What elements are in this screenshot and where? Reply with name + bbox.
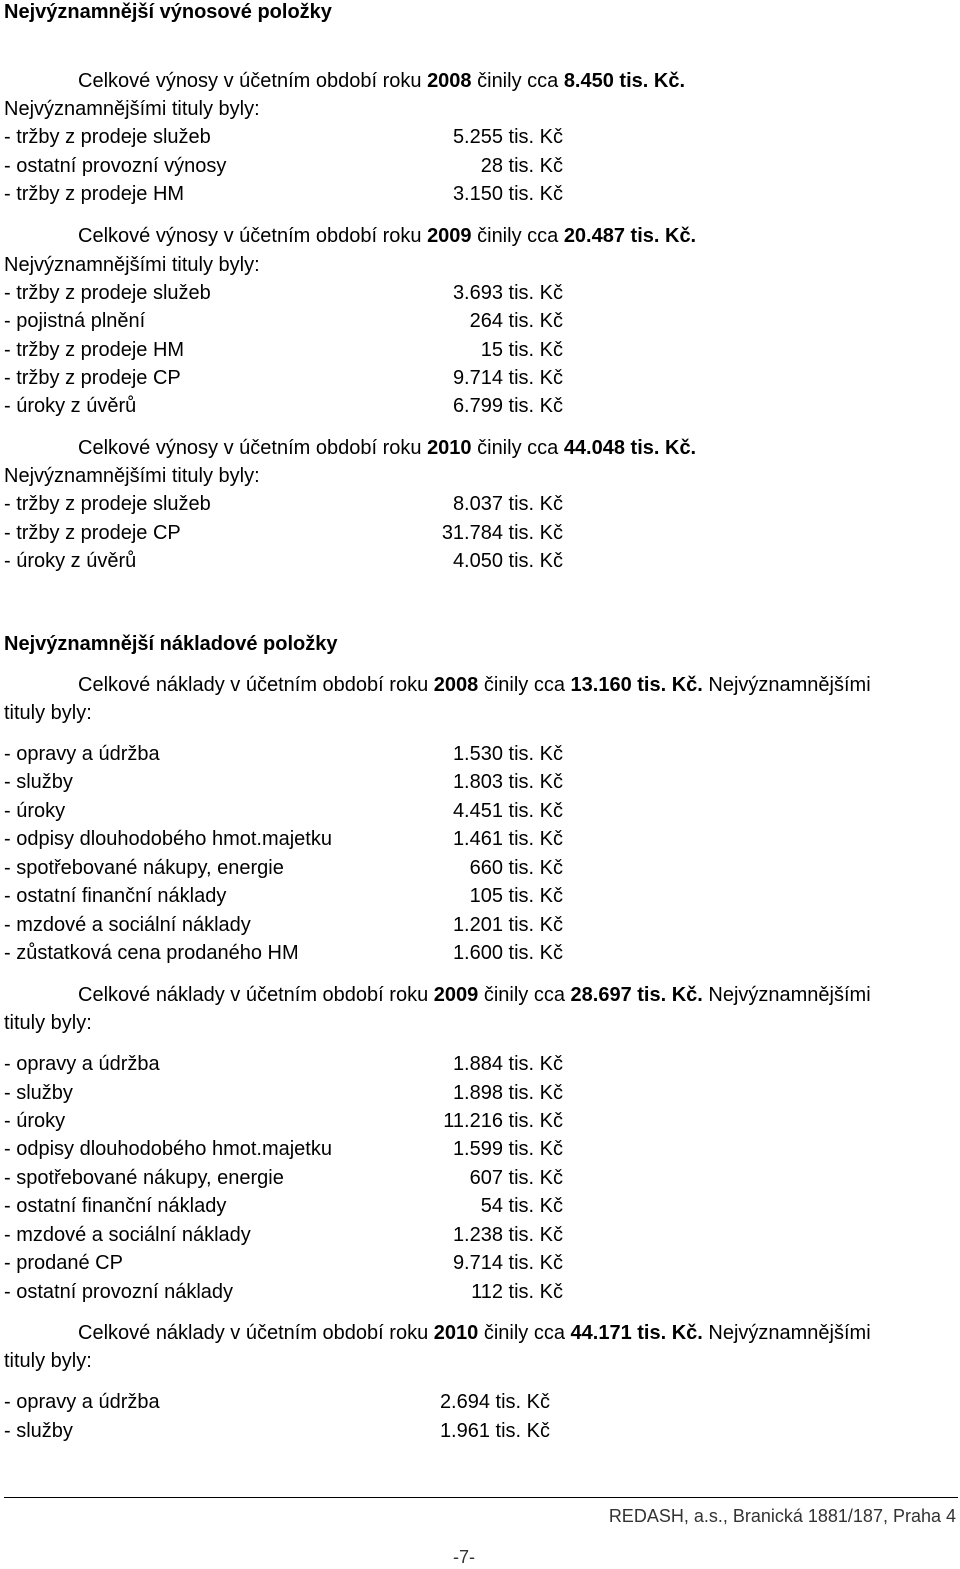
intro-text: Celkové náklady v účetním období roku bbox=[78, 674, 434, 696]
item-value: 1.238 tis. Kč bbox=[452, 1224, 563, 1246]
item-label: - ostatní provozní výnosy bbox=[4, 155, 227, 177]
item-label: - opravy a údržba bbox=[4, 1053, 160, 1075]
item-label: - tržby z prodeje HM bbox=[4, 339, 185, 361]
costs-2010-intro bbox=[78, 1321, 871, 1345]
titles-label: tituly byly: bbox=[4, 1350, 92, 1372]
intro-year: 2008 bbox=[433, 674, 479, 696]
item-label: - tržby z prodeje služeb bbox=[4, 282, 211, 304]
item-label: - tržby z prodeje CP bbox=[4, 367, 181, 389]
intro-text: Celkové výnosy v účetním období roku bbox=[78, 225, 428, 247]
item-value: 112 tis. Kč bbox=[471, 1281, 563, 1303]
item-label: - služby bbox=[4, 1420, 73, 1442]
item-label: - úroky z úvěrů bbox=[4, 550, 137, 572]
footer-company: REDASH, a.s., Branická 1881/187, Praha 4 bbox=[608, 1506, 956, 1526]
intro-text: Celkové výnosy v účetním období roku bbox=[78, 70, 428, 92]
titles-label: tituly byly: bbox=[4, 1012, 92, 1034]
intro-text: činily cca bbox=[471, 225, 564, 247]
item-label: - tržby z prodeje služeb bbox=[4, 493, 211, 515]
titles-label: Nejvýznamnějšími tituly byly: bbox=[4, 98, 260, 120]
item-label: - mzdové a sociální náklady bbox=[4, 1224, 251, 1246]
intro-text: činily cca bbox=[478, 674, 571, 696]
item-label: - ostatní provozní náklady bbox=[4, 1281, 234, 1303]
item-label: - opravy a údržba bbox=[4, 743, 160, 765]
intro-year: 2009 bbox=[433, 984, 479, 1006]
item-value: 1.898 tis. Kč bbox=[452, 1082, 563, 1104]
intro-year: 2010 bbox=[433, 1322, 479, 1344]
item-value: 264 tis. Kč bbox=[469, 310, 563, 332]
intro-text: činily cca bbox=[471, 437, 564, 459]
intro-text: činily cca bbox=[478, 984, 571, 1006]
item-label: - tržby z prodeje CP bbox=[4, 522, 181, 544]
intro-text: Celkové výnosy v účetním období roku bbox=[78, 437, 428, 459]
titles-label: tituly byly: bbox=[4, 702, 92, 724]
item-value: 54 tis. Kč bbox=[480, 1195, 563, 1217]
item-label: - služby bbox=[4, 1082, 73, 1104]
item-value: 660 tis. Kč bbox=[469, 857, 563, 879]
intro-total: 44.048 tis. Kč. bbox=[563, 437, 697, 459]
item-label: - ostatní finanční náklady bbox=[4, 885, 227, 907]
item-value: 8.037 tis. Kč bbox=[452, 493, 563, 515]
titles-label: Nejvýznamnějšími tituly byly: bbox=[4, 254, 260, 276]
item-value: 9.714 tis. Kč bbox=[452, 367, 563, 389]
item-value: 1.201 tis. Kč bbox=[452, 914, 563, 936]
item-value: 15 tis. Kč bbox=[480, 339, 563, 361]
item-value: 105 tis. Kč bbox=[469, 885, 563, 907]
item-value: 3.150 tis. Kč bbox=[452, 183, 563, 205]
item-value: 31.784 tis. Kč bbox=[441, 522, 563, 544]
intro-text: Celkové náklady v účetním období roku bbox=[78, 1322, 434, 1344]
item-label: - mzdové a sociální náklady bbox=[4, 914, 251, 936]
revenue-2009-intro bbox=[78, 224, 696, 248]
item-value: 4.451 tis. Kč bbox=[452, 800, 563, 822]
intro-text: činily cca bbox=[471, 70, 564, 92]
item-label: - spotřebované nákupy, energie bbox=[4, 1167, 284, 1189]
intro-total: 28.697 tis. Kč. bbox=[570, 984, 703, 1006]
item-label: - úroky z úvěrů bbox=[4, 395, 137, 417]
intro-text: Nejvýznamnějšími bbox=[702, 984, 871, 1006]
item-value: 607 tis. Kč bbox=[469, 1167, 563, 1189]
item-label: - spotřebované nákupy, energie bbox=[4, 857, 284, 879]
item-value: 1.599 tis. Kč bbox=[452, 1138, 563, 1160]
item-value: 4.050 tis. Kč bbox=[452, 550, 563, 572]
item-label: - úroky bbox=[4, 1110, 66, 1132]
item-value: 1.530 tis. Kč bbox=[452, 743, 563, 765]
footer-rule bbox=[4, 1497, 958, 1498]
item-value: 1.803 tis. Kč bbox=[452, 771, 563, 793]
item-label: - služby bbox=[4, 771, 73, 793]
intro-text: Nejvýznamnějšími bbox=[702, 1322, 871, 1344]
item-label: - zůstatková cena prodaného HM bbox=[4, 942, 299, 964]
page-number: -7- bbox=[453, 1547, 475, 1567]
costs-2008-intro bbox=[78, 673, 871, 697]
intro-total: 8.450 tis. Kč. bbox=[563, 70, 685, 92]
costs-heading: Nejvýznamnější nákladové položky bbox=[4, 633, 338, 655]
item-value: 1.600 tis. Kč bbox=[452, 942, 563, 964]
item-value: 5.255 tis. Kč bbox=[452, 126, 563, 148]
item-label: - tržby z prodeje HM bbox=[4, 183, 185, 205]
intro-total: 20.487 tis. Kč. bbox=[563, 225, 697, 247]
item-label: - opravy a údržba bbox=[4, 1391, 160, 1413]
item-value: 1.461 tis. Kč bbox=[452, 828, 563, 850]
item-value: 3.693 tis. Kč bbox=[452, 282, 563, 304]
item-label: - prodané CP bbox=[4, 1252, 123, 1274]
item-value: 1.961 tis. Kč bbox=[439, 1420, 550, 1442]
item-value: 9.714 tis. Kč bbox=[452, 1252, 563, 1274]
intro-text: činily cca bbox=[478, 1322, 571, 1344]
item-value: 11.216 tis. Kč bbox=[443, 1110, 563, 1132]
item-value: 28 tis. Kč bbox=[480, 155, 563, 177]
revenue-2008-intro bbox=[78, 69, 685, 93]
intro-text: Nejvýznamnějšími bbox=[702, 674, 871, 696]
revenue-2010-intro bbox=[78, 436, 696, 460]
item-label: - odpisy dlouhodobého hmot.majetku bbox=[4, 1138, 332, 1160]
intro-total: 13.160 tis. Kč. bbox=[570, 674, 703, 696]
costs-2009-intro bbox=[78, 983, 871, 1007]
titles-label: Nejvýznamnějšími tituly byly: bbox=[4, 465, 260, 487]
item-label: - úroky bbox=[4, 800, 66, 822]
intro-year: 2008 bbox=[427, 70, 472, 92]
item-label: - ostatní finanční náklady bbox=[4, 1195, 227, 1217]
item-label: - pojistná plnění bbox=[4, 310, 146, 332]
item-label: - tržby z prodeje služeb bbox=[4, 126, 211, 148]
revenue-heading: Nejvýznamnější výnosové položky bbox=[4, 1, 332, 23]
intro-text: Celkové náklady v účetním období roku bbox=[78, 984, 434, 1006]
item-label: - odpisy dlouhodobého hmot.majetku bbox=[4, 828, 332, 850]
item-value: 1.884 tis. Kč bbox=[452, 1053, 563, 1075]
item-value: 2.694 tis. Kč bbox=[439, 1391, 550, 1413]
intro-total: 44.171 tis. Kč. bbox=[570, 1322, 703, 1344]
item-value: 6.799 tis. Kč bbox=[452, 395, 563, 417]
intro-year: 2009 bbox=[427, 225, 472, 247]
intro-year: 2010 bbox=[427, 437, 472, 459]
